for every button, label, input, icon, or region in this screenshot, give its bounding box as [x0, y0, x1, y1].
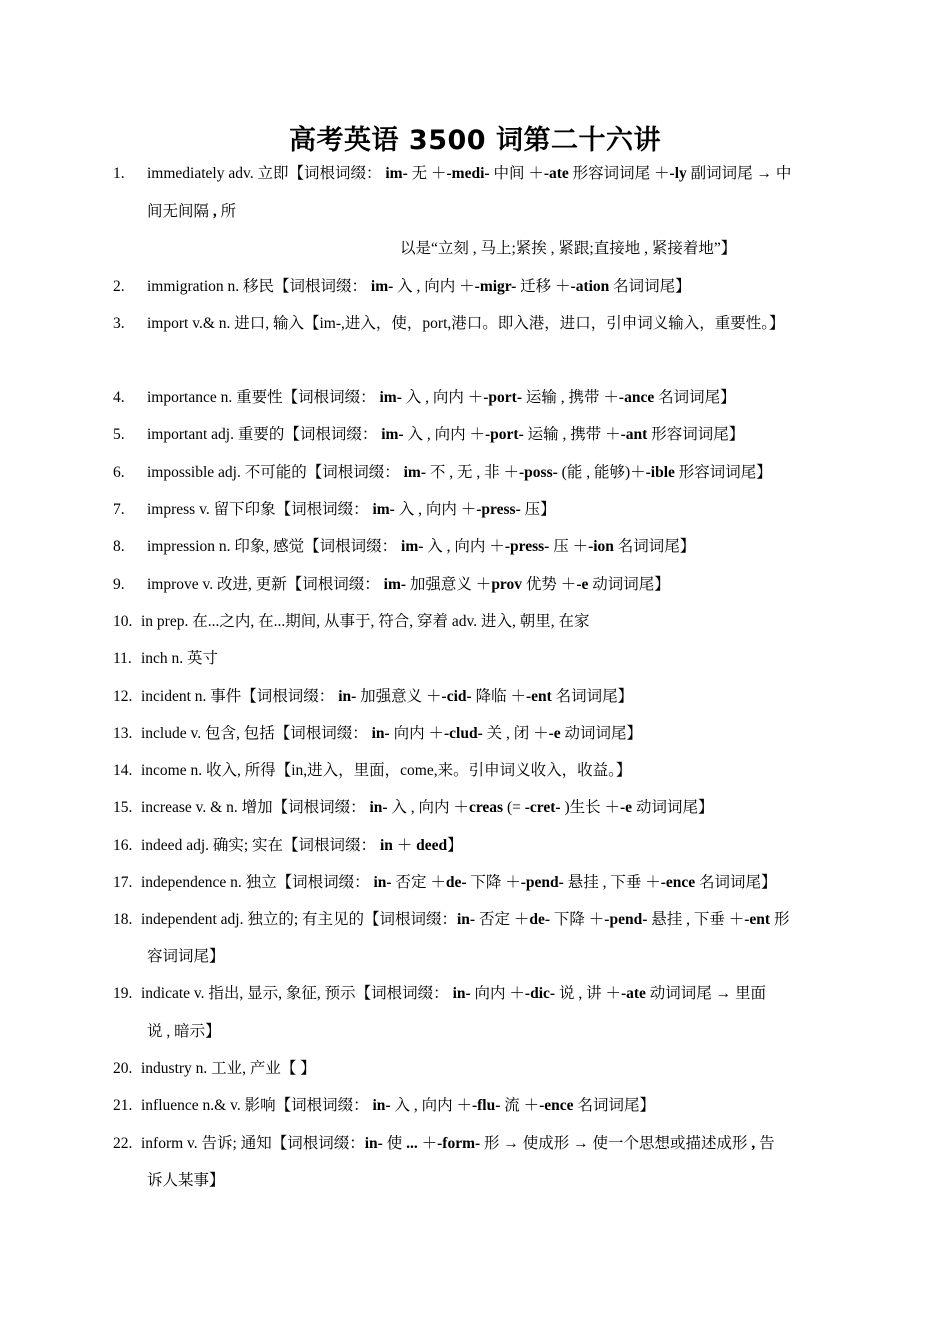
affix-bold: im-: [383, 576, 407, 593]
text-segment: 入 , 向内 ＋: [401, 389, 484, 406]
entry-number: 13.: [113, 725, 133, 742]
text-segment: industry n. 工业, 产业【 】: [141, 1060, 316, 1077]
affix-bold: -port-: [483, 389, 523, 406]
affix-bold: -ly: [669, 165, 687, 182]
text-segment: 入 , 向内 ＋: [393, 278, 475, 295]
text-segment: impossible adj. 不可能的【词根词缀：: [147, 464, 404, 481]
text-segment: inch n. 英寸: [141, 650, 219, 667]
affix-bold: -flu-: [471, 1097, 501, 1114]
text-segment: 动词词尾】: [588, 576, 670, 593]
entry-text: [147, 463, 772, 483]
entry-number: 10.: [113, 613, 133, 630]
entry-text: [147, 575, 670, 595]
affix-bold: -ence: [539, 1097, 574, 1114]
text-segment: indeed adj. 确实; 实在【词根词缀：: [141, 837, 380, 854]
entry-text: [141, 724, 642, 744]
affix-bold: -ent: [744, 911, 771, 928]
text-segment: 形容词词尾】: [674, 464, 772, 481]
text-segment: 副词词尾 → 中: [686, 165, 792, 182]
entry-number: 4.: [113, 389, 125, 406]
affix-bold: im-: [385, 165, 408, 182]
affix-bold: -e: [620, 799, 633, 816]
entry-text: [147, 500, 556, 520]
affix-bold: ,: [751, 1135, 756, 1152]
affix-bold: -poss-: [519, 464, 558, 481]
affix-bold: -e: [576, 576, 589, 593]
affix-bold: prov: [491, 576, 523, 593]
text-segment: 流 ＋: [500, 1097, 540, 1114]
text-segment: 入 , 向内 ＋: [387, 799, 469, 816]
text-segment: 悬挂 , 下垂 ＋: [647, 911, 745, 928]
affix-bold: -ance: [618, 389, 655, 406]
entry-number: 6.: [113, 464, 125, 481]
text-segment: 悬挂 , 下垂 ＋: [563, 874, 661, 891]
text-segment: 中间 ＋: [489, 165, 544, 182]
entry-number: 5.: [113, 426, 125, 443]
entry-number: 2.: [113, 278, 125, 295]
text-segment: 形容词词尾】: [647, 426, 745, 443]
entry-text: [147, 202, 236, 222]
affix-bold: im-: [401, 538, 424, 555]
text-segment: 否定 ＋: [391, 874, 446, 891]
entry-text: [141, 649, 218, 669]
text-segment: 入 , 向内 ＋: [403, 426, 485, 443]
text-segment: 优势 ＋: [522, 576, 577, 593]
text-segment: 使: [382, 1135, 407, 1152]
entry-number: 3.: [113, 315, 125, 332]
text-segment: 容词词尾】: [147, 948, 225, 965]
entry-text: [141, 1134, 775, 1154]
text-segment: 加强意义 ＋: [356, 688, 442, 705]
affix-bold: im-: [403, 464, 426, 481]
text-segment: 名词词尾】: [654, 389, 736, 406]
affix-bold: -port-: [485, 426, 524, 443]
affix-bold: -migr-: [474, 278, 517, 295]
entry-number: 12.: [113, 688, 133, 705]
entry-text: [400, 239, 736, 259]
text-segment: in prep. 在...之内, 在...期间, 从事于, 符合, 穿着 adv. 进入, 朝里, 在家: [141, 613, 590, 630]
page-title: 高考英语 3500 词第二十六讲: [289, 125, 661, 156]
text-segment: 下降 ＋: [466, 874, 521, 891]
affix-bold: -ate: [543, 165, 569, 182]
entry-number: 16.: [113, 837, 133, 854]
text-segment: (能 , 能够)＋: [557, 464, 646, 481]
affix-bold: in-: [452, 985, 471, 1002]
text-segment: 加强意义 ＋: [406, 576, 492, 593]
text-segment: 名词词尾】: [695, 874, 777, 891]
affix-bold: -ible: [645, 464, 675, 481]
text-segment: 诉人某事】: [147, 1172, 225, 1189]
entry-text: [141, 836, 463, 856]
entry-number: 20.: [113, 1060, 133, 1077]
text-segment: 以是“立刻 , 马上;紧挨 , 紧跟;直接地 , 紧接着地”】: [400, 240, 737, 257]
text-segment: 告: [755, 1135, 775, 1152]
text-segment: 不 , 无 , 非 ＋: [426, 464, 520, 481]
entry-number: 1.: [113, 165, 125, 182]
text-segment: 动词词尾】: [632, 799, 714, 816]
text-segment: independence n. 独立【词根词缀：: [141, 874, 374, 891]
text-segment: 向内 ＋: [470, 985, 525, 1002]
affix-bold: in-: [338, 688, 357, 705]
text-segment: 名词词尾】: [609, 278, 691, 295]
text-segment: 形: [770, 911, 790, 928]
affix-bold: -press-: [476, 501, 521, 518]
entry-text: [147, 947, 225, 967]
text-segment: 降临 ＋: [471, 688, 526, 705]
entry-text: [147, 537, 695, 557]
text-segment: 说 , 暗示】: [147, 1023, 221, 1040]
text-segment: 形容词词尾 ＋: [568, 165, 670, 182]
text-segment: ＋: [417, 1135, 438, 1152]
affix-bold: ,: [212, 203, 217, 220]
entry-text: [147, 164, 791, 184]
affix-bold: im-: [370, 278, 394, 295]
affix-bold: -ence: [660, 874, 696, 891]
text-segment: 形 → 使成形 → 使一个思想或描述成形: [480, 1135, 752, 1152]
text-segment: importance n. 重要性【词根词缀：: [147, 389, 380, 406]
entry-text: [141, 687, 633, 707]
entry-text: [141, 910, 789, 930]
affix-bold: -e: [548, 725, 561, 742]
entry-text: [141, 984, 766, 1004]
affix-bold: ...: [406, 1135, 418, 1152]
entry-text: [147, 1171, 225, 1191]
entry-number: 21.: [113, 1097, 133, 1114]
entry-text: [141, 612, 589, 632]
text-segment: 运输 , 携带 ＋: [522, 389, 619, 406]
text-segment: influence n.& v. 影响【词根词缀：: [141, 1097, 373, 1114]
affix-bold: -clud-: [443, 725, 483, 742]
entry-number: 22.: [113, 1135, 133, 1152]
text-segment: impression n. 印象, 感觉【词根词缀：: [147, 538, 402, 555]
entry-text: [147, 388, 736, 408]
affix-bold: in-: [373, 874, 392, 891]
affix-bold: -press-: [504, 538, 550, 555]
affix-bold: -cret-: [524, 799, 561, 816]
text-segment: immediately adv. 立即【词根词缀：: [147, 165, 386, 182]
entry-text: [147, 277, 691, 297]
text-segment: inform v. 告诉; 通知【词根词缀：: [141, 1135, 365, 1152]
text-segment: 入 , 向内 ＋: [394, 501, 477, 518]
entry-text: [147, 314, 785, 334]
affix-bold: im-: [381, 426, 404, 443]
entry-text: [141, 873, 777, 893]
affix-bold: de-: [529, 911, 551, 928]
entry-number: 15.: [113, 799, 133, 816]
text-segment: 关 , 闭 ＋: [482, 725, 549, 742]
text-segment: 无 ＋: [407, 165, 447, 182]
text-segment: 否定 ＋: [475, 911, 530, 928]
text-segment: increase v. & n. 增加【词根词缀：: [141, 799, 370, 816]
text-segment: 下降 ＋: [550, 911, 605, 928]
affix-bold: de-: [445, 874, 467, 891]
text-segment: (=: [503, 799, 525, 816]
affix-bold: -dic-: [524, 985, 556, 1002]
text-segment: )生长 ＋: [560, 799, 621, 816]
affix-bold: in-: [369, 799, 388, 816]
entry-number: 14.: [113, 762, 133, 779]
text-segment: indicate v. 指出, 显示, 象征, 预示【词根词缀：: [141, 985, 453, 1002]
entry-text: [147, 425, 744, 445]
text-segment: 向内 ＋: [389, 725, 444, 742]
affix-bold: -pend-: [604, 911, 648, 928]
affix-bold: -ent: [525, 688, 552, 705]
text-segment: 名词词尾】: [613, 538, 696, 555]
text-segment: 动词词尾 → 里面: [645, 985, 767, 1002]
text-segment: 动词词尾】: [560, 725, 643, 742]
entry-text: [141, 798, 713, 818]
affix-bold: in: [379, 837, 393, 854]
entry-number: 17.: [113, 874, 133, 891]
text-segment: 所: [216, 203, 237, 220]
affix-bold: in-: [457, 911, 476, 928]
affix-bold: deed: [416, 837, 448, 854]
text-segment: independent adj. 独立的; 有主见的【词根词缀：: [141, 911, 457, 928]
entry-number: 11.: [113, 650, 132, 667]
affix-bold: -ant: [620, 426, 648, 443]
text-segment: 名词词尾】: [551, 688, 634, 705]
affix-bold: in-: [372, 1097, 391, 1114]
text-segment: 运输 , 携带 ＋: [523, 426, 621, 443]
affix-bold: -form-: [437, 1135, 481, 1152]
text-segment: incident n. 事件【词根词缀：: [141, 688, 339, 705]
text-segment: 迁移 ＋: [516, 278, 571, 295]
affix-bold: im-: [379, 389, 402, 406]
affix-bold: -cid-: [441, 688, 472, 705]
entry-number: 7.: [113, 501, 125, 518]
text-segment: income n. 收入, 所得【in,进入，里面，come,来。引申词义收入，收益。】: [141, 762, 632, 779]
text-segment: include v. 包含, 包括【词根词缀：: [141, 725, 372, 742]
affix-bold: -ion: [588, 538, 614, 555]
entry-number: 19.: [113, 985, 133, 1002]
entry-text: [141, 1059, 316, 1079]
text-segment: improve v. 改进, 更新【词根词缀：: [147, 576, 384, 593]
text-segment: 说 , 讲 ＋: [555, 985, 621, 1002]
affix-bold: -ation: [570, 278, 610, 295]
affix-bold: creas: [468, 799, 504, 816]
text-segment: import v.& n. 进口, 输入【im-,进入，使，port,港口。即入港，进口，引申词义输入，重要性。】: [147, 315, 785, 332]
affix-bold: -pend-: [520, 874, 564, 891]
affix-bold: in-: [371, 725, 390, 742]
affix-bold: -medi-: [446, 165, 490, 182]
text-segment: 入 , 向内 ＋: [423, 538, 505, 555]
text-segment: 入 , 向内 ＋: [390, 1097, 472, 1114]
entry-number: 8.: [113, 538, 125, 555]
text-segment: ＋: [392, 837, 417, 854]
entry-text: [147, 1022, 221, 1042]
text-segment: immigration n. 移民【词根词缀：: [147, 278, 371, 295]
text-segment: important adj. 重要的【词根词缀：: [147, 426, 382, 443]
entry-text: [141, 761, 631, 781]
entry-number: 9.: [113, 576, 125, 593]
text-segment: 压】: [520, 501, 556, 518]
text-segment: 间无间隔: [147, 203, 213, 220]
affix-bold: -ate: [620, 985, 646, 1002]
entry-number: 18.: [113, 911, 133, 928]
text-segment: 压 ＋: [549, 538, 589, 555]
text-segment: impress v. 留下印象【词根词缀：: [147, 501, 373, 518]
text-segment: 名词词尾】: [573, 1097, 655, 1114]
affix-bold: in-: [364, 1135, 383, 1152]
text-segment: 】: [447, 837, 463, 854]
affix-bold: im-: [372, 501, 395, 518]
entry-text: [141, 1096, 655, 1116]
